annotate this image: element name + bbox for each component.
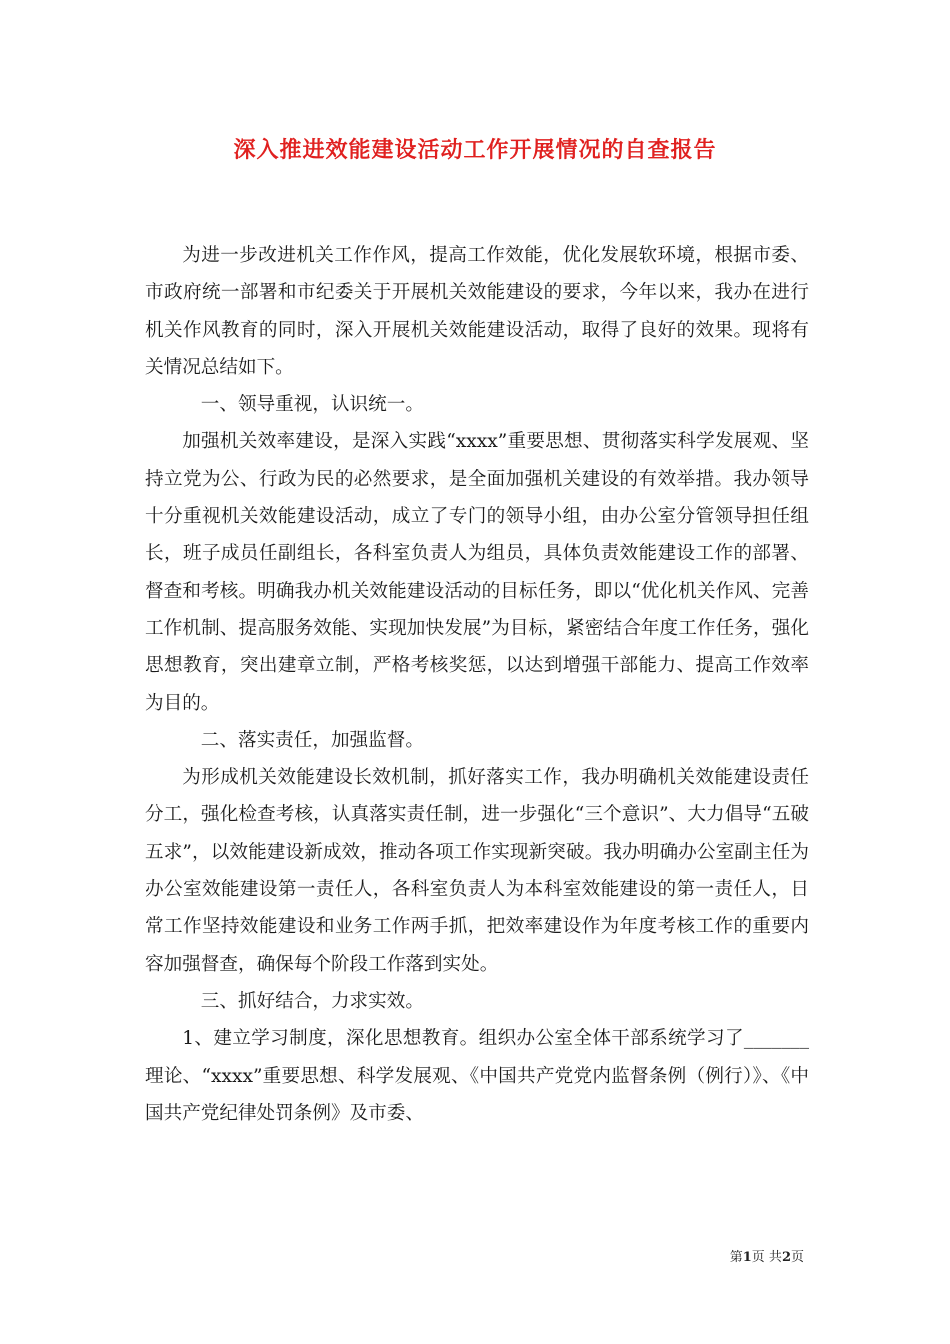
section-heading-3: 三、抓好结合，力求实效。 (200, 990, 424, 1012)
footer-total-pages: 2 (781, 1250, 791, 1265)
section-2-paragraph: 为形成机关效能建设长效机制，抓好落实工作，我办明确机关效能建设责任分工，强化检查考核，认真落实责任制，进一步强化“三个意识”、大力倡导“五破五求”，以效能建设新成效，推动各项工作实现新突破。我办明确办公室副主任为办公室效能建设第一责任人，各科室负责人为本科室效能建设的第一责任人，日常工作坚持效能建设和业务工作两手抓，把效率建设作为年度考核工作的重要内容加强督查，确保每个阶段工作落到实处。 (145, 767, 809, 975)
footer-suffix: 页 (790, 1250, 804, 1265)
intro-paragraph: 为进一步改进机关工作作风，提高工作效能，优化发展软环境，根据市委、市政府统一部署和市纪委关于开展机关效能建设的要求，今年以来，我办在进行机关作风教育的同时，深入开展机关效能建设活动，取得了良好的效果。现将有关情况总结如下。 (145, 245, 809, 378)
document-body (145, 237, 809, 1132)
section-3-item-1-paragraph: 1、建立学习制度，深化思想教育。组织办公室全体干部系统学习了_______理论、“xxxx”重要思想、科学发展观、《中国共产党党内监督条例（例行）》、《中国共产党纪律处罚条例》及市委、 (145, 1028, 809, 1124)
footer-middle: 页 共 (751, 1250, 782, 1265)
footer-current-page: 1 (742, 1250, 752, 1265)
section-heading-1: 一、领导重视，认识统一。 (200, 394, 424, 416)
page-number-footer (730, 1248, 804, 1268)
section-heading-2: 二、落实责任，加强监督。 (200, 729, 424, 751)
document-title: 深入推进效能建设活动工作开展情况的自查报告 (233, 137, 717, 163)
footer-prefix: 第 (729, 1250, 743, 1265)
section-1-paragraph: 加强机关效率建设，是深入实践“xxxx”重要思想、贯彻落实科学发展观、坚持立党为公、行政为民的必然要求，是全面加强机关建设的有效举措。我办领导十分重视机关效能建设活动，成立了专门的领导小组，由办公室分管领导担任组长，班子成员任副组长，各科室负责人为组员，具体负责效能建设工作的部署、督查和考核。明确我办机关效能建设活动的目标任务，即以“优化机关作风、完善工作机制、提高服务效能、实现加快发展”为目标，紧密结合年度工作任务，强化思想教育，突出建章立制，严格考核奖惩，以达到增强干部能力、提高工作效率为目的。 (145, 431, 809, 714)
